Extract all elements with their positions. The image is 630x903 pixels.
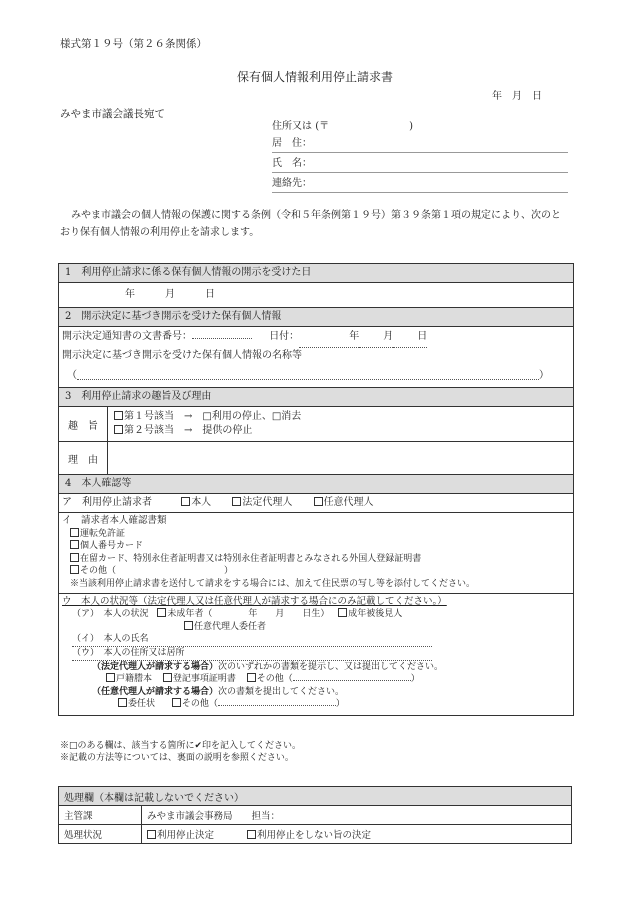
legal-doc-other-label: その他（: [256, 674, 293, 685]
id-doc-other-label: その他（ ）: [80, 566, 234, 577]
checkbox-icon[interactable]: [232, 497, 241, 506]
id-docs-block: [59, 513, 573, 594]
checkbox-icon[interactable]: [181, 497, 190, 506]
principal-address-row: [62, 647, 570, 661]
vol-doc-proxy[interactable]: [118, 699, 155, 709]
close-paren: ）: [539, 370, 549, 381]
footnote-1: ※□のある欄は、該当する箇所に✔印を記入してください。: [60, 741, 302, 751]
status-label: 処理状況: [59, 825, 142, 844]
dept-value: みやま市議会事務局 担当：: [142, 806, 572, 825]
requester-type-row: [59, 494, 573, 513]
legal-doc-family-label: 戸籍謄本: [116, 674, 153, 685]
address-field[interactable]: [272, 119, 568, 135]
info-name-row: [59, 365, 573, 387]
processing-title: 処理欄（本欄は記載しないでください）: [59, 787, 572, 806]
purpose-option-1-label: 第１号該当 → □利用の停止、□消去: [124, 411, 302, 422]
principal-status-block: [59, 594, 573, 715]
doc-number-label: 開示決定通知書の文書番号：: [62, 331, 192, 342]
legal-doc-other-input[interactable]: [293, 680, 411, 681]
section-4-title: 4 本人確認等: [59, 474, 573, 494]
principal-name-input[interactable]: [72, 633, 432, 647]
processing-table: [58, 786, 572, 844]
checkbox-icon[interactable]: [157, 608, 166, 617]
checkbox-icon[interactable]: [70, 553, 79, 562]
name-label: 氏 名：: [272, 158, 312, 169]
id-doc-residence-card[interactable]: [62, 553, 570, 566]
reason-row: [59, 442, 573, 474]
open-paren: （: [67, 370, 77, 381]
voluntary-rep-row: [62, 686, 570, 699]
info-name-label: 開示決定に基づき開示を受けた保有個人情報の名称等: [62, 350, 302, 361]
id-docs-title: イ 請求者本人確認書類: [62, 515, 167, 526]
postal-code: (〒 ): [315, 121, 413, 132]
type-legal-label: 法定代理人: [242, 497, 293, 508]
id-doc-residence-card-label: 在留カード、特別永住者証明書又は特別永住者証明書とみなされる外国人登録証明書: [80, 553, 422, 564]
checkbox-icon[interactable]: [247, 673, 256, 682]
legal-doc-registry-label: 登記事項証明書: [172, 674, 236, 685]
doc-date-label: 日付：: [269, 331, 300, 342]
purpose-row: [59, 407, 573, 442]
processing-section: [58, 786, 572, 844]
voluntary-docs-row: [62, 698, 570, 711]
request-date: 年 月 日: [492, 91, 542, 102]
type-self[interactable]: [181, 497, 211, 508]
checkbox-icon[interactable]: [163, 673, 172, 682]
status-delegator-label: 任意代理人委任者: [194, 621, 267, 632]
addressee: みやま市議会議長宛て: [60, 108, 165, 120]
section-1: [58, 263, 574, 716]
day-unit: 日: [417, 331, 428, 342]
legal-doc-registry[interactable]: [163, 674, 236, 684]
month-unit: 月: [383, 331, 394, 342]
id-doc-license-label: 運転免許証: [80, 528, 126, 539]
vol-doc-other[interactable]: その他（ ）: [172, 699, 345, 709]
status-delegator[interactable]: [62, 621, 570, 634]
voluntary-rep-text: 次の書類を提出してください。: [218, 686, 345, 697]
type-self-label: 本人: [191, 497, 212, 508]
purpose-option-1[interactable]: [114, 410, 301, 424]
contact-label: 連絡先：: [272, 178, 312, 189]
footnote-2: ※記載の方法等については、裏面の説明を参照ください。: [60, 753, 294, 763]
name-field[interactable]: [272, 156, 568, 173]
id-doc-other[interactable]: [62, 565, 570, 578]
legal-doc-other[interactable]: その他（ ）: [247, 674, 420, 684]
id-doc-mynumber-label: 個人番号カード: [80, 541, 144, 552]
doc-date-day[interactable]: [393, 327, 427, 348]
residence-label: 居 住：: [272, 138, 312, 149]
vol-doc-proxy-label: 委任状: [128, 699, 156, 710]
status-guardian-label: 成年被後見人: [348, 609, 403, 620]
legal-doc-family[interactable]: [106, 674, 152, 684]
purpose-option-2-label: 第２号該当 → 提供の停止: [124, 425, 253, 436]
checkbox-icon[interactable]: [70, 565, 79, 574]
type-voluntary[interactable]: [314, 497, 374, 508]
status-no-stop[interactable]: [247, 830, 371, 841]
disclosure-date-field[interactable]: [59, 283, 573, 307]
checkbox-icon[interactable]: [118, 698, 127, 707]
principal-status-row: [62, 608, 570, 621]
legal-rep-row: [62, 661, 570, 674]
checkbox-icon[interactable]: [147, 830, 156, 839]
status-guardian[interactable]: [338, 609, 402, 619]
principal-status-label: （ア） 本人の状況: [72, 609, 149, 620]
principal-name-row: [62, 633, 570, 647]
document-title: 保有個人情報利用停止請求書: [236, 70, 393, 84]
section-3-title: 3 利用停止請求の趣旨及び理由: [59, 387, 573, 407]
purpose-option-2[interactable]: [114, 424, 301, 438]
id-doc-mynumber[interactable]: [62, 540, 570, 553]
checkbox-icon[interactable]: [106, 673, 115, 682]
year-unit: 年: [349, 331, 360, 342]
status-no-stop-label: 利用停止をしない旨の決定: [257, 830, 372, 841]
checkbox-icon[interactable]: [70, 540, 79, 549]
doc-number-input[interactable]: [192, 338, 252, 339]
checkbox-icon[interactable]: [247, 830, 256, 839]
principal-status-title: ウ 本人の状況等（法定代理人又は任意代理人が請求する場合にのみ記載してください。）: [62, 595, 447, 607]
checkbox-icon[interactable]: [338, 608, 347, 617]
legal-docs-row: [62, 673, 570, 686]
requester-type-label: ア 利用停止請求者: [62, 497, 152, 508]
doc-date-year[interactable]: [299, 327, 359, 348]
checkbox-icon[interactable]: [172, 698, 181, 707]
doc-number-row: [59, 327, 573, 347]
residence-field[interactable]: [272, 136, 568, 153]
dept-label: 主管課: [59, 806, 142, 825]
principal-address-input[interactable]: [72, 647, 432, 661]
doc-date-month[interactable]: [359, 327, 393, 348]
status-minor-label: 未成年者（ 年 月 日生）: [167, 609, 330, 620]
principal-name-label: （イ） 本人の氏名: [72, 634, 149, 645]
voluntary-rep-heading: （任意代理人が請求する場合）: [92, 686, 219, 697]
id-doc-license[interactable]: [62, 528, 570, 541]
principal-address-label: （ウ） 本人の住所又は居所: [72, 647, 185, 658]
section-1-title: 1 利用停止請求に係る保有個人情報の開示を受けた日: [59, 264, 573, 283]
checkbox-icon[interactable]: [114, 425, 123, 434]
type-voluntary-label: 任意代理人: [323, 497, 374, 508]
reason-input[interactable]: [108, 442, 573, 474]
info-name-input[interactable]: [77, 365, 539, 380]
vol-doc-other-input[interactable]: [218, 705, 336, 706]
vol-doc-other-label: その他（: [181, 699, 218, 710]
reason-label: 理 由: [59, 442, 108, 474]
checkbox-icon[interactable]: [184, 621, 193, 630]
disclosure-date: 年 月 日: [125, 289, 215, 300]
purpose-label: 趣 旨: [59, 407, 108, 441]
status-options: [142, 825, 572, 844]
section-2-title: 2 開示決定に基づき開示を受けた保有個人情報: [59, 307, 573, 327]
status-stop[interactable]: [147, 830, 214, 841]
id-docs-note: ※当該利用停止請求書を送付して請求をする場合には、加えて住民票の写し等を添付してください。: [70, 578, 476, 589]
checkbox-icon[interactable]: [114, 411, 123, 420]
status-stop-label: 利用停止決定: [157, 830, 215, 841]
legal-rep-heading: （法定代理人が請求する場合）: [92, 661, 219, 672]
status-minor[interactable]: [157, 609, 329, 619]
type-legal[interactable]: [232, 497, 292, 508]
footnotes: [60, 740, 301, 764]
contact-field[interactable]: [272, 176, 568, 193]
form-number: 様式第１９号（第２６条関係）: [60, 38, 207, 50]
checkbox-icon[interactable]: [70, 528, 79, 537]
intro-text: みやま市議会の個人情報の保護に関する条例（令和５年条例第１９号）第３９条第１項の規定により、次のとおり保有個人情報の利用停止を請求します。: [60, 210, 561, 238]
address-label: 住所又は: [272, 121, 312, 132]
checkbox-icon[interactable]: [314, 497, 323, 506]
legal-rep-text: 次のいずれかの書類を提示し、又は提出してください。: [218, 661, 444, 672]
